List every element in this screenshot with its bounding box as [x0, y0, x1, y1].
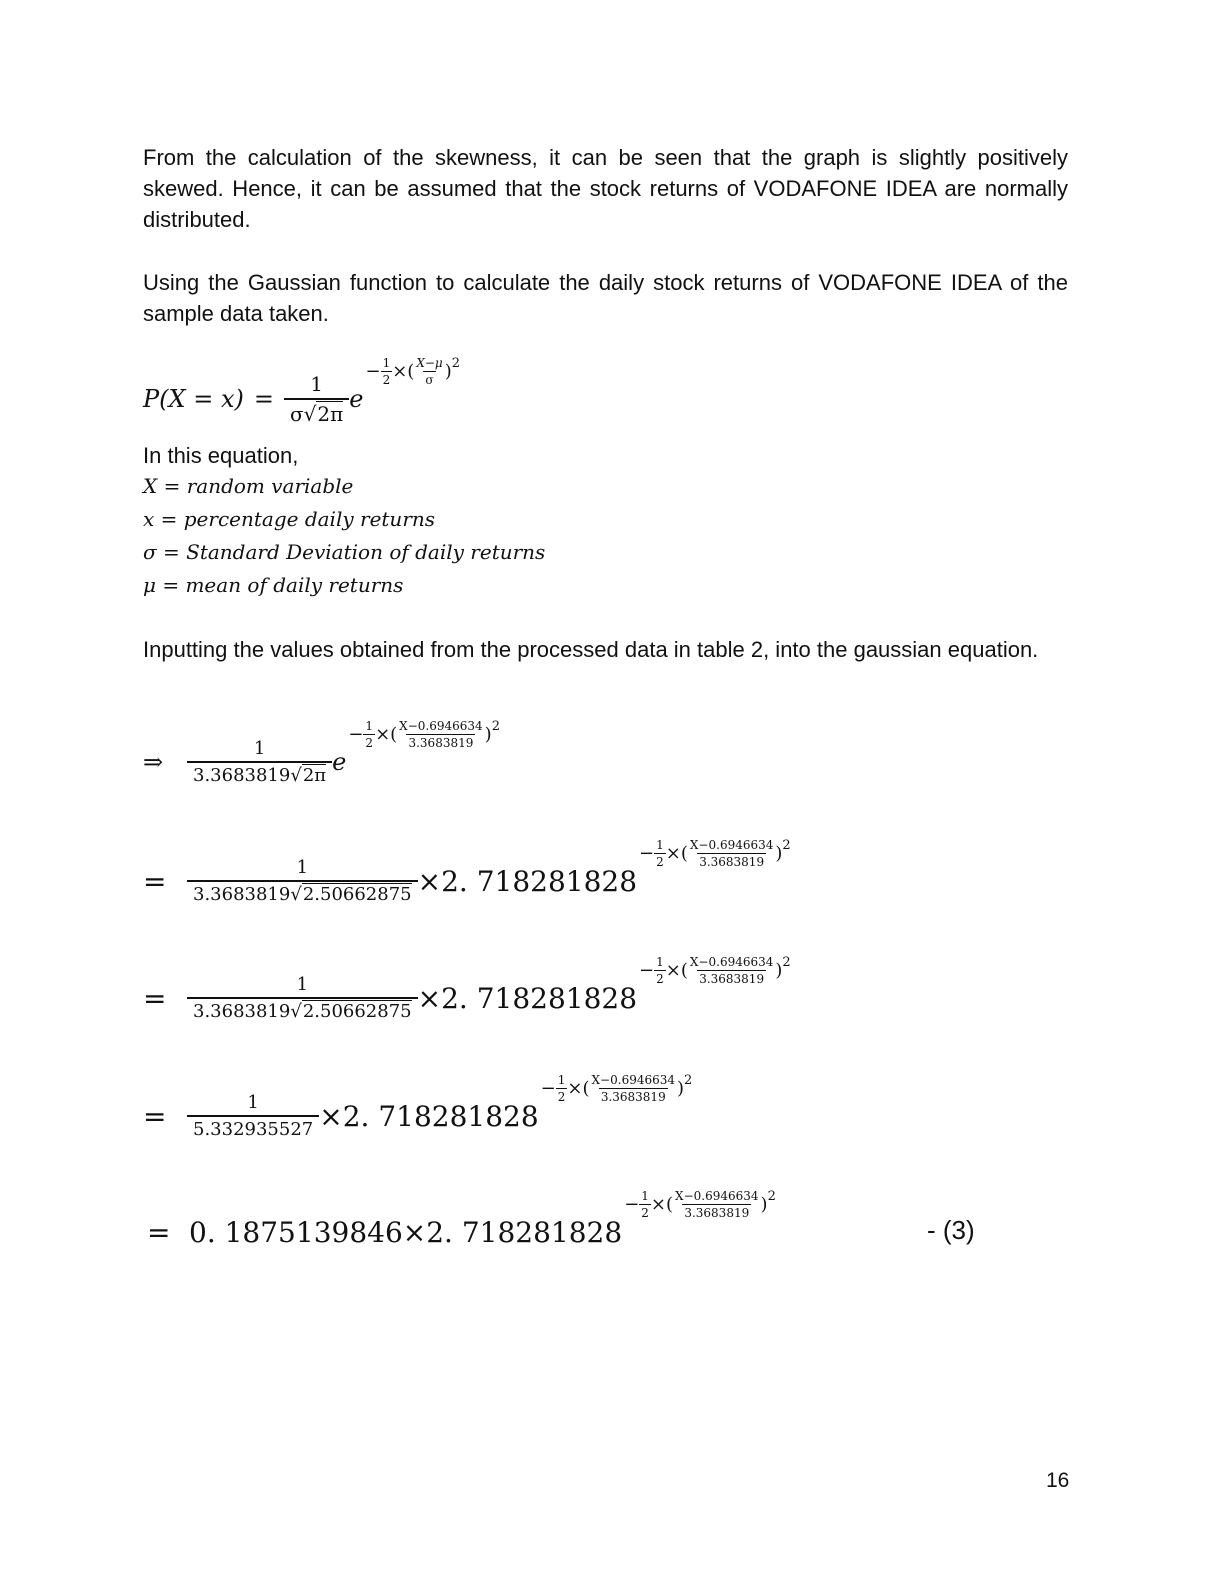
- exp-close: ): [760, 1193, 768, 1215]
- exp-fraction: [673, 1189, 761, 1220]
- definition-item: σ = Standard Deviation of daily returns: [143, 540, 546, 564]
- fraction-numerator: 1: [310, 372, 323, 396]
- step-exponent: [639, 955, 791, 986]
- exp-num: X−0.6946634: [689, 954, 774, 969]
- half-num: 1: [656, 954, 664, 969]
- formula-exponent: [365, 356, 460, 387]
- paragraph-inputting: Inputting the values obtained from the processed data in table 2, into the gaussian equation.: [143, 637, 1039, 662]
- step-exponent: [624, 1189, 776, 1220]
- implies-symbol: ⇒: [143, 748, 164, 776]
- fraction-denominator: [187, 880, 418, 905]
- half-den: 2: [557, 1089, 566, 1104]
- half-num: 1: [641, 1188, 649, 1203]
- definition-item: X = random variable: [143, 474, 354, 498]
- half-den: 2: [656, 971, 664, 986]
- paragraph-gaussian-intro: Using the Gaussian function to calculate the daily stock returns of VODAFONE IDEA of the sample data taken.: [143, 270, 1068, 326]
- step-fraction: [187, 738, 332, 786]
- formula-lhs: P(X = x): [143, 385, 244, 413]
- times-symbol: ×: [417, 864, 442, 898]
- page-number: 16: [1046, 1469, 1070, 1492]
- exp-fraction: [590, 1073, 678, 1104]
- exp-minus: −: [348, 723, 364, 745]
- exp-times: ×(: [392, 360, 415, 382]
- exp-times: ×(: [375, 723, 398, 745]
- sqrt-content: 2.50662875: [302, 884, 412, 905]
- half-num: 1: [656, 837, 664, 852]
- exp-times: ×(: [567, 1077, 590, 1099]
- exp-power: 2: [451, 355, 461, 371]
- step-exponent: [348, 719, 500, 750]
- exp-den: 3.3683819: [699, 854, 765, 869]
- exp-den: σ: [425, 372, 434, 387]
- step-base: e: [332, 748, 347, 776]
- exp-power: 2: [767, 1188, 776, 1204]
- exp-minus: −: [639, 842, 655, 864]
- step-base: 2. 718281828: [426, 1215, 623, 1249]
- equals-symbol: =: [143, 981, 167, 1015]
- equals-symbol: =: [143, 864, 167, 898]
- exp-minus: −: [365, 360, 381, 382]
- exp-close: ): [484, 723, 492, 745]
- definition-item: x = percentage daily returns: [143, 507, 436, 531]
- step-base: 2. 718281828: [342, 1099, 539, 1133]
- sqrt-sign: √: [303, 402, 317, 426]
- exp-times: ×(: [665, 959, 688, 981]
- equals-symbol: =: [147, 1215, 171, 1249]
- den-coef: 3.3683819: [193, 884, 291, 905]
- half-den: 2: [641, 1205, 649, 1220]
- exp-fraction: [688, 955, 776, 986]
- sqrt-content: 2π: [302, 765, 327, 786]
- formula-equals: =: [253, 385, 274, 413]
- exp-times: ×(: [665, 842, 688, 864]
- sqrt-content: 2.50662875: [302, 1001, 412, 1022]
- den-coef: 3.3683819: [193, 1001, 291, 1022]
- fraction-denominator: [187, 761, 332, 786]
- step-fraction: [187, 974, 418, 1022]
- half-num: 1: [382, 355, 391, 370]
- exp-num: X−0.6946634: [689, 837, 774, 852]
- sqrt-sign: √: [290, 884, 302, 905]
- exp-num: X−0.6946634: [399, 718, 483, 733]
- exp-num: X−0.6946634: [675, 1188, 759, 1203]
- exp-close: ): [775, 959, 783, 981]
- fraction-denominator: [284, 398, 349, 426]
- exp-half: [654, 838, 666, 869]
- fraction-numerator: 1: [296, 857, 309, 878]
- exp-half: [556, 1073, 568, 1104]
- exp-minus: −: [540, 1077, 556, 1099]
- exp-minus: −: [624, 1193, 640, 1215]
- exp-fraction: [397, 719, 485, 750]
- fraction-numerator: 1: [247, 1092, 259, 1113]
- exp-den: 3.3683819: [684, 1205, 750, 1220]
- exp-half: [381, 356, 393, 387]
- exp-half: [654, 955, 666, 986]
- fraction-numerator: 1: [253, 738, 266, 759]
- equation-step-1: [143, 718, 500, 786]
- fraction-denominator: [187, 997, 418, 1022]
- exp-num: X−μ: [416, 355, 443, 370]
- exp-close: ): [677, 1077, 685, 1099]
- paragraph-skewness: From the calculation of the skewness, it can be seen that the graph is slightly positively skewed. Hence, it can be assumed that the stock returns of VODAFONE IDEA are normally distributed.: [143, 145, 1068, 232]
- equation-step-4: [143, 1072, 693, 1140]
- equals-symbol: =: [143, 1099, 167, 1133]
- definition-item: μ = mean of daily returns: [143, 573, 404, 597]
- step-base: 2. 718281828: [441, 864, 638, 898]
- step-fraction: [187, 857, 418, 905]
- exp-half: [363, 719, 375, 750]
- den-coef: 3.3683819: [193, 765, 291, 786]
- exp-close: ): [444, 360, 452, 382]
- fraction-numerator: 1: [296, 974, 309, 995]
- exp-den: 3.3683819: [408, 735, 474, 750]
- exp-times: ×(: [650, 1193, 674, 1215]
- step-exponent: [639, 838, 791, 869]
- exp-power: 2: [782, 837, 791, 853]
- fraction-denominator: 5.332935527: [187, 1115, 319, 1140]
- coefficient: 0. 1875139846: [189, 1215, 403, 1249]
- step-exponent: [541, 1073, 693, 1104]
- definitions-intro: In this equation,: [143, 443, 299, 468]
- equation-label: - (3): [927, 1215, 975, 1245]
- sigma: σ: [289, 402, 304, 426]
- half-num: 1: [557, 1072, 566, 1087]
- formula-fraction: [284, 372, 349, 426]
- sqrt-sign: √: [290, 1001, 302, 1022]
- exp-close: ): [775, 842, 783, 864]
- times-symbol: ×: [402, 1215, 427, 1249]
- exp-fraction: [414, 356, 444, 387]
- sqrt-content: 2π: [317, 402, 344, 426]
- step-fraction: [187, 1092, 319, 1140]
- exp-power: 2: [782, 954, 791, 970]
- exp-num: X−0.6946634: [591, 1072, 676, 1087]
- equation-step-3: [143, 954, 791, 1022]
- exp-power: 2: [491, 718, 500, 734]
- times-symbol: ×: [417, 981, 442, 1015]
- equation-step-5: [147, 1188, 776, 1256]
- step-base: 2. 718281828: [441, 981, 638, 1015]
- exp-power: 2: [684, 1072, 693, 1088]
- equation-step-2: [143, 837, 791, 905]
- exp-minus: −: [639, 959, 655, 981]
- exp-den: 3.3683819: [699, 971, 765, 986]
- half-den: 2: [382, 372, 391, 387]
- half-den: 2: [656, 854, 664, 869]
- exp-den: 3.3683819: [600, 1089, 666, 1104]
- half-den: 2: [365, 735, 374, 750]
- sqrt-sign: √: [290, 765, 302, 786]
- times-symbol: ×: [319, 1099, 343, 1133]
- formula-base: e: [349, 385, 364, 413]
- exp-half: [639, 1189, 651, 1220]
- half-num: 1: [365, 718, 374, 733]
- exp-fraction: [688, 838, 776, 869]
